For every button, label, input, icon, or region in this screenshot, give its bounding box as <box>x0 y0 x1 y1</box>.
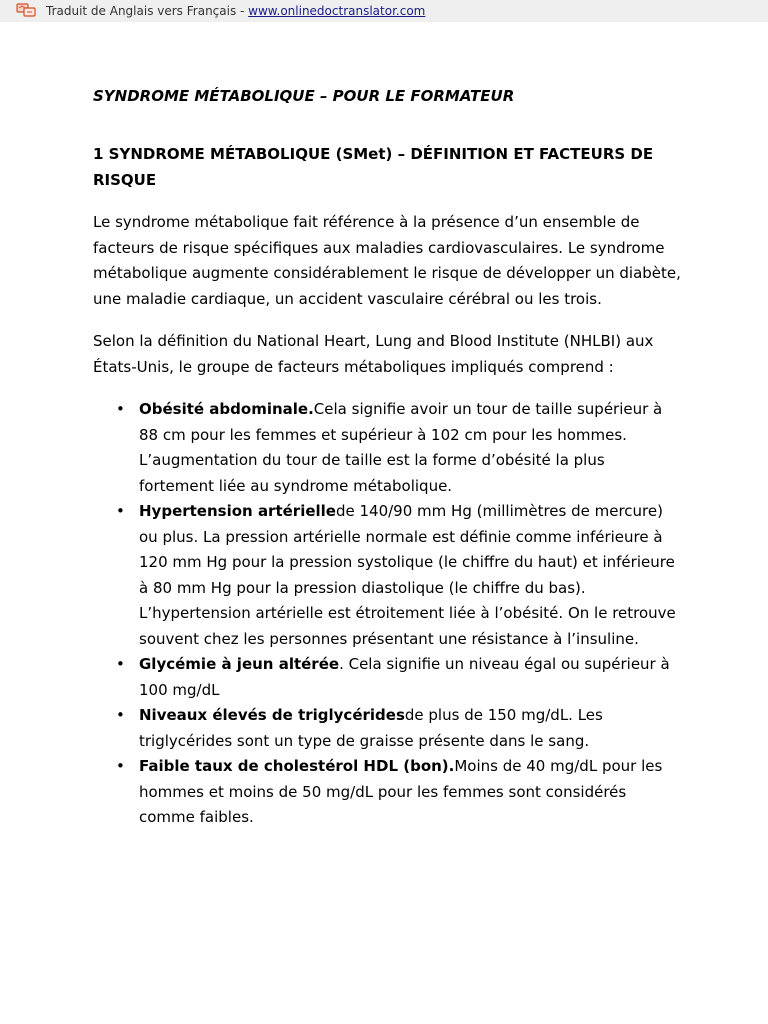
translator-logo-icon <box>16 3 36 17</box>
bullet-icon: • <box>116 655 125 673</box>
risk-factor-term: Faible taux de cholestérol HDL (bon). <box>139 757 455 775</box>
list-item <box>116 754 683 831</box>
risk-factor-text: Cela signifie avoir un tour de taille supérieur à 88 cm pour les femmes et supérieur à 102 cm pour les hommes. L’augmentation du tour de taille est la forme d’obésité la plus fortement liée au syndrome métabolique. <box>139 400 663 495</box>
risk-factor-term: Hypertension artérielle <box>139 502 336 520</box>
risk-factor-term: Glycémie à jeun altérée <box>139 655 340 673</box>
risk-factor-term: Niveaux élevés de triglycérides <box>139 706 405 724</box>
list-item <box>116 703 683 754</box>
banner-text <box>46 0 425 22</box>
nhlbi-paragraph: Selon la définition du National Heart, Lung and Blood Institute (NHLBI) aux États-Unis, le groupe de facteurs métaboliques impliqués comprend : <box>93 332 654 376</box>
risk-factor-term: Obésité abdominale. <box>139 400 314 418</box>
bullet-icon: • <box>116 502 125 520</box>
risk-factor-text: de 140/90 mm Hg (millimètres de mercure) ou plus. La pression artérielle normale est définie comme inférieure à 120 mm Hg pour la pression systolique (le chiffre du haut) et inférieure à 80 mm Hg pour la pression diastolique (le chiffre du bas). L’hypertension artérielle est étroitement liée à l’obésité. On le retrouve souvent chez les personnes présentant une résistance à l’insuline. <box>139 502 676 648</box>
list-item <box>116 652 683 703</box>
bullet-icon: • <box>116 400 125 418</box>
risk-factor-text: de plus de 150 mg/dL. Les triglycérides sont un type de graisse présente dans le sang. <box>139 706 603 750</box>
translation-banner <box>0 0 768 22</box>
document-page <box>93 84 683 831</box>
risk-factor-text: . Cela signifie un niveau égal ou supérieur à 100 mg/dL <box>139 655 670 699</box>
risk-factor-text: Moins de 40 mg/dL pour les hommes et moins de 50 mg/dL pour les femmes sont considérés comme faibles. <box>139 757 663 826</box>
risk-factor-list <box>93 397 683 831</box>
intro-paragraph: Le syndrome métabolique fait référence à la présence d’un ensemble de facteurs de risque spécifiques aux maladies cardiovasculaires. Le syndrome métabolique augmente considérablement le risque de développer un diabète, une maladie cardiaque, un accident vasculaire cérébral ou les trois. <box>93 213 681 308</box>
translator-link[interactable]: www.onlinedoctranslator.com <box>248 4 426 18</box>
bullet-icon: • <box>116 706 125 724</box>
bullet-icon: • <box>116 757 125 775</box>
section-heading: 1 SYNDROME MÉTABOLIQUE (SMet) – DÉFINITION ET FACTEURS DE RISQUE <box>93 145 654 189</box>
banner-prefix: Traduit de Anglais vers Français - <box>46 4 249 18</box>
list-item <box>116 397 683 499</box>
document-title: SYNDROME MÉTABOLIQUE – POUR LE FORMATEUR <box>93 87 515 105</box>
list-item <box>116 499 683 652</box>
